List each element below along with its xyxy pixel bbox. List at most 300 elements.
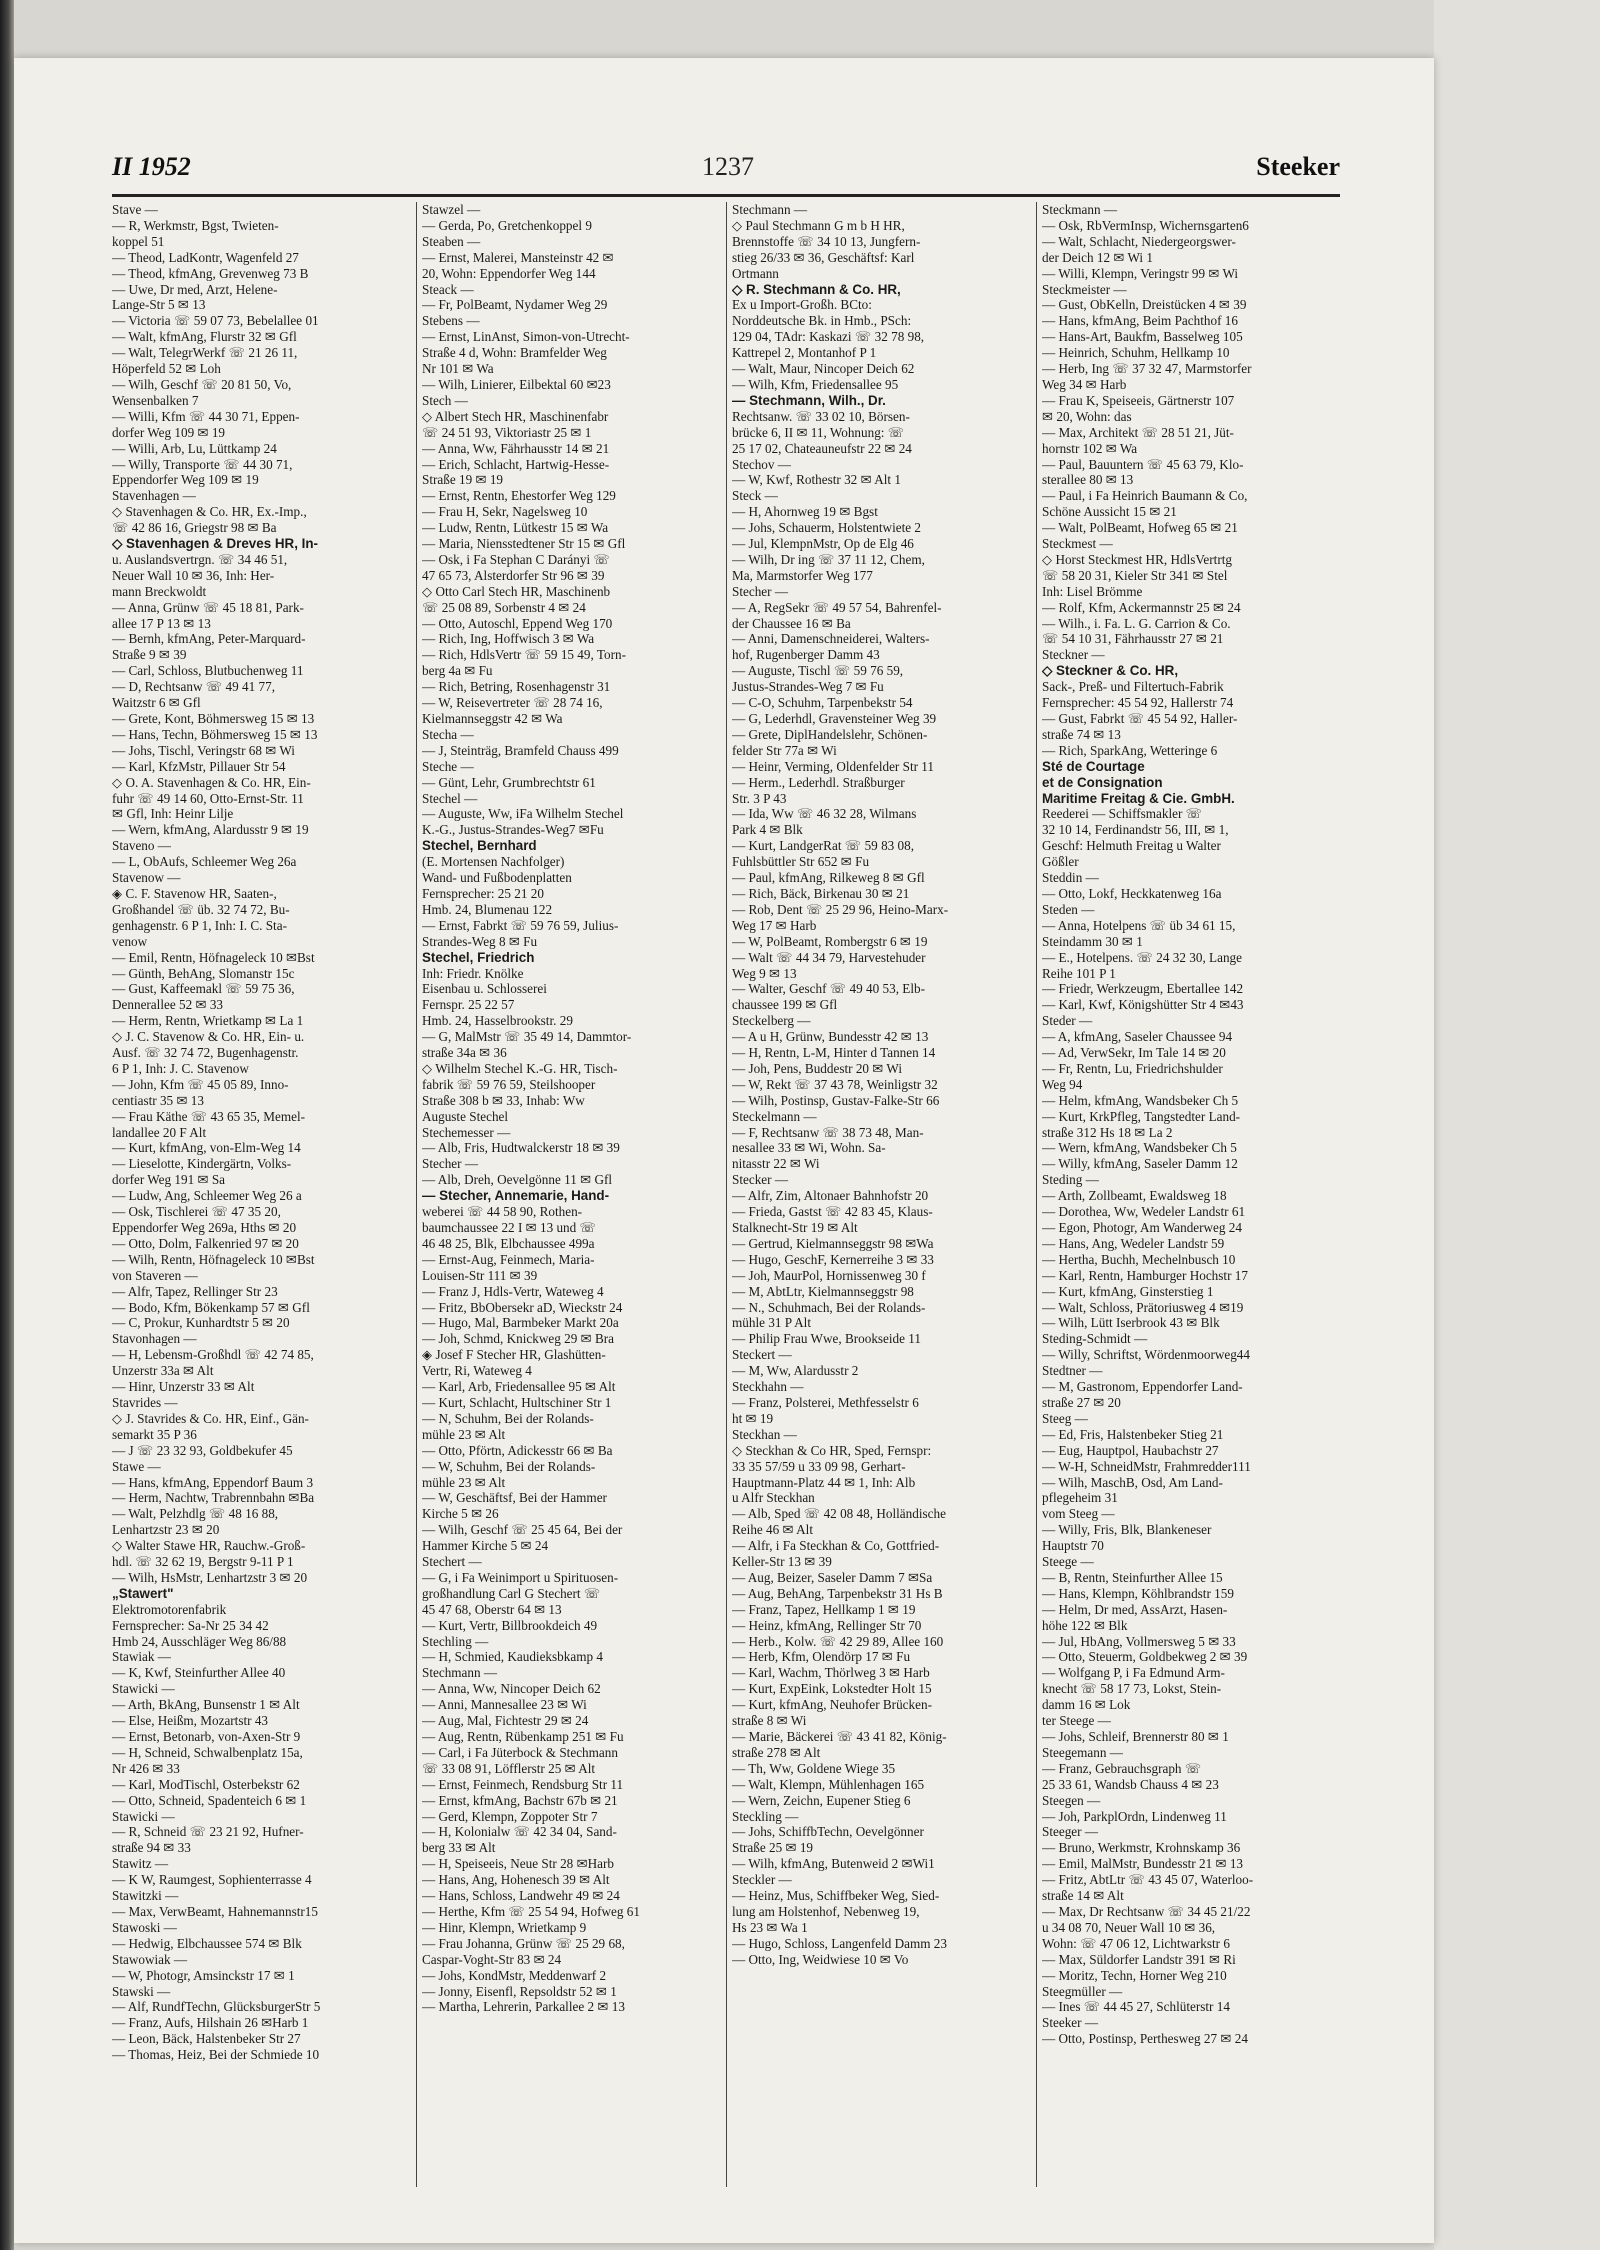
directory-line: — Max, Dr Rechtsanw ☏ 34 45 21/22 — [1042, 1903, 1251, 1919]
directory-line: Sté de Courtage — [1042, 758, 1145, 774]
directory-line: Straße 308 b ✉ 33, Inhab: Ww — [422, 1092, 585, 1108]
directory-line: — Osk, Tischlerei ☏ 47 35 20, — [112, 1204, 281, 1220]
directory-line: — Stecher, Annemarie, Hand- — [422, 1188, 610, 1204]
column-1 — [112, 202, 404, 2192]
directory-line: — Thomas, Heiz, Bei der Schmiede 10 — [112, 2047, 320, 2063]
directory-line: Stawe — — [112, 1458, 161, 1474]
directory-line: — Leon, Bäck, Halstenbeker Str 27 — [112, 2031, 301, 2047]
directory-line: — Rolf, Kfm, Ackermannstr 25 ✉ 24 — [1042, 599, 1241, 615]
directory-line: ◈ Josef F Stecher HR, Glashütten- — [422, 1347, 606, 1363]
directory-line: — M, AbtLtr, Kielmannseggstr 98 — [732, 1283, 914, 1299]
directory-line: ✉ 20, Wohn: das — [1042, 408, 1132, 424]
directory-line: großhandlung Carl G Stechert ☏ — [422, 1585, 601, 1601]
directory-line: 129 04, TAdr: Kaskazi ☏ 32 78 98, — [732, 329, 925, 345]
directory-line: — L, ObAufs, Schleemer Weg 26a — [112, 854, 297, 870]
directory-line: Höperfeld 52 ✉ Loh — [112, 361, 221, 377]
column-divider — [416, 202, 417, 2187]
directory-line: — Moritz, Techn, Horner Weg 210 — [1042, 1967, 1227, 1983]
directory-line: Schöne Aussicht 15 ✉ 21 — [1042, 504, 1177, 520]
directory-line: — Herb., Kolw. ☏ 42 29 89, Allee 160 — [732, 1633, 944, 1649]
directory-line: Stawitz — — [112, 1856, 169, 1872]
directory-line: „Stawert" — [112, 1585, 174, 1601]
directory-line: — Ernst, LinAnst, Simon-von-Utrecht- — [422, 329, 630, 345]
directory-line: Waitzstr 6 ✉ Gfl — [112, 695, 201, 711]
directory-line: — Frau H, Sekr, Nagelsweg 10 — [422, 504, 588, 520]
directory-line: — Ernst, Feinmech, Rendsburg Str 11 — [422, 1776, 624, 1792]
directory-line: ◈ C. F. Stavenow HR, Saaten-, — [112, 885, 277, 901]
directory-line: — Hugo, Mal, Barmbeker Markt 20a — [422, 1315, 619, 1331]
directory-line: — Paul, i Fa Heinrich Baumann & Co, — [1042, 488, 1248, 504]
directory-line: Unzerstr 33a ✉ Alt — [112, 1363, 214, 1379]
directory-line: Stechov — — [732, 456, 791, 472]
directory-line: Stechert — — [422, 1554, 482, 1570]
directory-line: Stalknecht-Str 19 ✉ Alt — [732, 1220, 858, 1235]
directory-line: — Alb, Dreh, Oevelgönne 11 ✉ Gfl — [422, 1172, 613, 1188]
directory-line: Neuer Wall 10 ✉ 36, Inh: Her- — [112, 567, 275, 583]
directory-line: — Wilh, Geschf ☏ 20 81 50, Vo, — [112, 376, 292, 392]
directory-line: — Hugo, Schloss, Langenfeld Damm 23 — [732, 1935, 947, 1951]
directory-line: ◇ Steckhan & Co HR, Sped, Fernspr: — [732, 1442, 932, 1458]
volume-year: II 1952 — [112, 152, 191, 181]
directory-line: u 34 08 70, Neuer Wall 10 ✉ 36, — [1042, 1919, 1216, 1935]
directory-line: straße 74 ✉ 13 — [1042, 726, 1121, 742]
directory-line: Steckert — — [732, 1347, 792, 1363]
directory-line: Stawitzki — — [112, 1888, 179, 1904]
directory-line: — W, Geschäftsf, Bei der Hammer — [422, 1490, 607, 1506]
directory-line: Wensenbalken 7 — [112, 392, 199, 408]
directory-line: Lange-Str 5 ✉ 13 — [112, 297, 206, 313]
directory-line: — Anni, Mannesallee 23 ✉ Wi — [422, 1697, 587, 1713]
directory-line: — B, Rentn, Steinfurther Allee 15 — [1042, 1569, 1223, 1585]
directory-line: — H, Lebensm-Großhdl ☏ 42 74 85, — [112, 1347, 314, 1363]
directory-line: Brennstoffe ☏ 34 10 13, Jungfern- — [732, 233, 921, 249]
directory-line: Ex u Import-Großh. BCto: — [732, 297, 872, 313]
directory-line: — E., Hotelpens. ☏ 24 32 30, Lange — [1042, 949, 1242, 965]
directory-line: lung am Holstenhof, Nebenweg 19, — [732, 1903, 920, 1919]
directory-line: Gößler — [1042, 854, 1079, 870]
directory-line: — Hans, Techn, Böhmersweg 15 ✉ 13 — [112, 726, 318, 742]
directory-line: Eisenbau u. Schlosserei — [422, 981, 547, 997]
directory-line: — Otto, Dolm, Falkenried 97 ✉ 20 — [112, 1235, 299, 1251]
directory-line: — Aug, Mal, Fichtestr 29 ✉ 24 — [422, 1713, 589, 1729]
directory-line: — Kurt, kfmAng, von-Elm-Weg 14 — [112, 1140, 301, 1156]
directory-line: — Fritz, BbObersekr aD, Wieckstr 24 — [422, 1299, 623, 1315]
directory-line: — N., Schuhmach, Bei der Rolands- — [732, 1299, 926, 1315]
directory-line: chaussee 199 ✉ Gfl — [732, 997, 838, 1013]
directory-line: — Alfr, Zim, Altonaer Bahnhofstr 20 — [732, 1188, 929, 1204]
directory-line: Stawowiak — — [112, 1951, 188, 1967]
directory-line: — Max, Süldorfer Landstr 391 ✉ Ri — [1042, 1951, 1236, 1967]
directory-line: Fuhlsbüttler Str 652 ✉ Fu — [732, 854, 870, 870]
directory-line: — Joh, MaurPol, Hornissenweg 30 f — [732, 1267, 926, 1283]
directory-line: — Gerd, Klempn, Zoppoter Str 7 — [422, 1808, 598, 1824]
directory-line: Reihe 101 P 1 — [1042, 965, 1116, 981]
directory-line: pflegeheim 31 — [1042, 1490, 1118, 1506]
directory-line: Norddeutsche Bk. in Hmb., PSch: — [732, 313, 912, 329]
directory-line: — Bodo, Kfm, Bökenkamp 57 ✉ Gfl — [112, 1299, 310, 1315]
directory-line: Louisen-Str 111 ✉ 39 — [422, 1267, 538, 1283]
directory-line: — Franz J, Hdls-Vertr, Wateweg 4 — [422, 1283, 604, 1299]
directory-line: — Kurt, kfmAng, Neuhofer Brücken- — [732, 1697, 932, 1713]
directory-line: — Ernst, kfmAng, Bachstr 67b ✉ 21 — [422, 1792, 618, 1808]
directory-line: — Joh, ParkplOrdn, Lindenweg 11 — [1042, 1808, 1227, 1824]
directory-line: — Kurt, Schlacht, Hultschiner Str 1 — [422, 1394, 612, 1410]
directory-line: Rechtsanw. ☏ 33 02 10, Börsen- — [732, 408, 910, 424]
directory-line: — Heinz, kfmAng, Rellinger Str 70 — [732, 1617, 922, 1633]
directory-line: — W, Schuhm, Bei der Rolands- — [422, 1458, 596, 1474]
directory-line: Stawzel — — [422, 202, 481, 217]
directory-line: — Johs, Tischl, Veringstr 68 ✉ Wi — [112, 742, 295, 758]
directory-line: — Helm, Dr med, AssArzt, Hasen- — [1042, 1601, 1228, 1617]
directory-line: — Hinr, Unzerstr 33 ✉ Alt — [112, 1379, 255, 1395]
book-binding-shadow — [0, 0, 14, 2250]
directory-line: ◇ Albert Stech HR, Maschinenfabr — [422, 408, 609, 424]
directory-line: — Wilh, Geschf ☏ 25 45 64, Bei der — [422, 1522, 623, 1538]
directory-line: der Chaussee 16 ✉ Ba — [732, 615, 851, 631]
directory-line: straße 14 ✉ Alt — [1042, 1888, 1124, 1904]
directory-line: — Walt, Schloss, Prätoriusweg 4 ✉19 — [1042, 1299, 1244, 1315]
directory-line: — Karl, ModTischl, Osterbekstr 62 — [112, 1776, 300, 1792]
directory-line: — Egon, Photogr, Am Wanderweg 24 — [1042, 1220, 1242, 1235]
directory-line: — Th, Ww, Goldene Wiege 35 — [732, 1760, 896, 1776]
directory-line: dorfer Weg 191 ✉ Sa — [112, 1172, 226, 1188]
directory-line: — Fr, Rentn, Lu, Friedrichshulder — [1042, 1060, 1223, 1076]
directory-line: — J ☏ 23 32 93, Goldbekufer 45 — [112, 1442, 293, 1458]
directory-line: — Karl, KfzMstr, Pillauer Str 54 — [112, 758, 286, 774]
directory-line: — Max, VerwBeamt, Hahnemannstr15 — [112, 1903, 318, 1919]
directory-line: — Willy, kfmAng, Saseler Damm 12 — [1042, 1156, 1238, 1172]
directory-line: — Herm, Rentn, Wrietkamp ✉ La 1 — [112, 1013, 304, 1029]
directory-line: et de Consignation — [1042, 774, 1163, 790]
directory-line: — Otto, Autoschl, Eppend Weg 170 — [422, 615, 613, 631]
directory-line: — Anna, Grünw ☏ 45 18 81, Park- — [112, 599, 304, 615]
directory-line: Stechmann — — [422, 1665, 498, 1681]
directory-line: — Wilh., i. Fa. L. G. Carrion & Co. — [1042, 615, 1231, 631]
directory-line: straße 34a ✉ 36 — [422, 1045, 507, 1061]
directory-line: Steegmüller — — [1042, 1983, 1123, 1999]
directory-line: — Otto, Schneid, Spadenteich 6 ✉ 1 — [112, 1792, 307, 1808]
directory-line: — Carl, i Fa Jüterbock & Stechmann — [422, 1744, 618, 1760]
directory-line: — Johs, Schauerm, Holstentwiete 2 — [732, 520, 921, 536]
directory-line: semarkt 35 P 36 — [112, 1426, 197, 1442]
directory-line: — Hertha, Buchh, Mechelnbusch 10 — [1042, 1251, 1236, 1267]
directory-line: — Anni, Damenschneiderei, Walters- — [732, 631, 930, 647]
directory-line: — Ernst, Rentn, Ehestorfer Weg 129 — [422, 488, 616, 504]
directory-line: Fernsprecher: 45 54 92, Hallerstr 74 — [1042, 695, 1234, 711]
directory-line: ☏ 54 10 31, Fährhausstr 27 ✉ 21 — [1042, 631, 1224, 647]
directory-line: — Rich, Bäck, Birkenau 30 ✉ 21 — [732, 885, 910, 901]
directory-line: Großhandel ☏ üb. 32 74 72, Bu- — [112, 901, 290, 917]
directory-line: — Franz, Polsterei, Methfesselstr 6 — [732, 1394, 919, 1410]
directory-line: — W, Kwf, Rothestr 32 ✉ Alt 1 — [732, 472, 901, 488]
directory-line: — Hans-Art, Baukfm, Basselweg 105 — [1042, 329, 1243, 345]
directory-line: — Uwe, Dr med, Arzt, Helene- — [112, 281, 278, 297]
directory-line: ht ✉ 19 — [732, 1410, 774, 1426]
directory-line: höhe 122 ✉ Blk — [1042, 1617, 1128, 1633]
directory-line: — Walt, Klempn, Mühlenhagen 165 — [732, 1776, 925, 1792]
directory-line: 46 48 25, Blk, Elbchaussee 499a — [422, 1235, 595, 1251]
directory-line: hof, Rugenberger Damm 43 — [732, 647, 880, 663]
directory-line: — Grete, Kont, Böhmersweg 15 ✉ 13 — [112, 711, 315, 726]
directory-line: ◇ Wilhelm Stechel K.-G. HR, Tisch- — [422, 1060, 618, 1076]
directory-line: Steckmeister — — [1042, 281, 1127, 297]
directory-line: Steeg — — [1042, 1410, 1088, 1426]
directory-line: Stebens — — [422, 313, 480, 329]
directory-line: Steckelmann — — [732, 1108, 817, 1124]
directory-line: Steche — — [422, 758, 474, 774]
directory-line: — Herm., Lederhdl. Straßburger — [732, 774, 905, 790]
directory-line: Inh: Friedr. Knölke — [422, 965, 524, 981]
directory-line: — Johs, Schleif, Brennerstr 80 ✉ 1 — [1042, 1729, 1229, 1744]
directory-line: — Herm, Nachtw, Trabrennbahn ✉Ba — [112, 1490, 315, 1506]
directory-line: Hmb. 24, Hasselbrookstr. 29 — [422, 1013, 573, 1029]
directory-line: Hmb. 24, Blumenau 122 — [422, 901, 553, 917]
column-divider — [726, 202, 727, 2187]
directory-line: nitasstr 22 ✉ Wi — [732, 1156, 820, 1172]
directory-line: — Wilh, Dr ing ☏ 37 11 12, Chem, — [732, 551, 925, 567]
directory-line: — Rich, Ing, Hoffwisch 3 ✉ Wa — [422, 631, 595, 647]
directory-line: 45 47 68, Oberstr 64 ✉ 13 — [422, 1601, 562, 1617]
directory-line: — Kurt, KrkPfleg, Tangstedter Land- — [1042, 1108, 1241, 1124]
directory-line: allee 17 P 13 ✉ 13 — [112, 615, 211, 631]
column-4 — [1042, 202, 1334, 2192]
directory-line: Geschf: Helmuth Freitag u Walter — [1042, 838, 1221, 854]
directory-line: — C-O, Schuhm, Tarpenbekstr 54 — [732, 695, 913, 711]
directory-line: — Walt, PolBeamt, Hofweg 65 ✉ 21 — [1042, 520, 1238, 536]
directory-line: — J, Steinträg, Bramfeld Chauss 499 — [422, 742, 619, 758]
directory-line: — G, i Fa Weinimport u Spirituosen- — [422, 1569, 619, 1585]
directory-line: — Hans, kfmAng, Beim Pachthof 16 — [1042, 313, 1238, 329]
directory-line: Ortmann — [732, 265, 779, 281]
directory-line: — Rich, HdlsVertr ☏ 59 15 49, Torn- — [422, 647, 626, 663]
directory-line: ◇ Walter Stawe HR, Rauchw.-Groß- — [112, 1538, 306, 1554]
directory-line: — Victoria ☏ 59 07 73, Bebelallee 01 — [112, 313, 319, 329]
directory-line: damm 16 ✉ Lok — [1042, 1697, 1131, 1713]
directory-line: Straße 4 d, Wohn: Bramfelder Weg — [422, 345, 607, 361]
directory-line: 33 35 57/59 u 33 09 98, Gerhart- — [732, 1458, 906, 1474]
directory-line: Reihe 46 ✉ Alt — [732, 1522, 814, 1538]
directory-line: Straße 19 ✉ 19 — [422, 472, 504, 488]
directory-line: Park 4 ✉ Blk — [732, 822, 803, 838]
directory-line: brücke 6, II ✉ 11, Wohnung: ☏ — [732, 424, 905, 440]
directory-line: ◇ J. C. Stavenow & Co. HR, Ein- u. — [112, 1029, 305, 1045]
directory-line: — Willi, Klempn, Veringstr 99 ✉ Wi — [1042, 265, 1239, 281]
directory-line: Weg 94 — [1042, 1076, 1083, 1092]
directory-line: — Jonny, Eisenfl, Repsoldstr 52 ✉ 1 — [422, 1983, 617, 1999]
directory-line: — Theod, LadKontr, Wagenfeld 27 — [112, 249, 299, 265]
directory-line: Sack-, Preß- und Filtertuch-Fabrik — [1042, 679, 1224, 695]
directory-line: — G, MalMstr ☏ 35 49 14, Dammtor- — [422, 1029, 632, 1045]
directory-line: Steder — — [1042, 1013, 1093, 1029]
directory-line: — Max, Architekt ☏ 28 51 21, Jüt- — [1042, 424, 1234, 440]
directory-line: ◇ Paul Stechmann G m b H HR, — [732, 217, 905, 233]
directory-line: — Wern, kfmAng, Alardusstr 9 ✉ 19 — [112, 822, 309, 838]
directory-line: (E. Mortensen Nachfolger) — [422, 854, 565, 870]
directory-line: venow — [112, 933, 148, 949]
directory-line: — Paul, kfmAng, Rilkeweg 8 ✉ Gfl — [732, 870, 925, 886]
directory-line: Justus-Strandes-Weg 7 ✉ Fu — [732, 679, 884, 695]
directory-line: — Willy, Schriftst, Wördenmoorweg44 — [1042, 1347, 1250, 1363]
directory-line: — H, Rentn, L-M, Hinter d Tannen 14 — [732, 1045, 936, 1061]
directory-line: der Deich 12 ✉ Wi 1 — [1042, 249, 1153, 265]
directory-line: — Karl, Arb, Friedensallee 95 ✉ Alt — [422, 1379, 616, 1395]
directory-line: — Else, Heißm, Mozartstr 43 — [112, 1713, 269, 1729]
directory-line: dorfer Weg 109 ✉ 19 — [112, 424, 226, 440]
directory-line: — Carl, Schloss, Blutbuchenweg 11 — [112, 663, 304, 679]
directory-line: Steden — — [1042, 901, 1095, 917]
directory-line: ◇ Otto Carl Stech HR, Maschinenb — [422, 583, 611, 599]
directory-line: Keller-Str 13 ✉ 39 — [732, 1554, 832, 1570]
directory-line: Steckmest — — [1042, 536, 1113, 552]
directory-line: — W-H, SchneidMstr, Frahmredder111 — [1042, 1458, 1251, 1474]
directory-line: — Alb, Fris, Hudtwalckerstr 18 ✉ 39 — [422, 1140, 620, 1156]
directory-line: — Ernst, Malerei, Mansteinstr 42 ✉ — [422, 249, 614, 265]
directory-line: — N, Schuhm, Bei der Rolands- — [422, 1410, 594, 1426]
directory-line: Nr 101 ✉ Wa — [422, 361, 494, 377]
directory-line: Hauptstr 70 — [1042, 1538, 1104, 1554]
directory-line: — F, Rechtsanw ☏ 38 73 48, Man- — [732, 1124, 924, 1140]
directory-line: koppel 51 — [112, 233, 165, 249]
directory-line: Kirche 5 ✉ 26 — [422, 1506, 499, 1522]
directory-line: Stechel, Bernhard — [422, 838, 537, 854]
directory-line: — Willi, Arb, Lu, Lüttkamp 24 — [112, 440, 277, 456]
directory-line: Stedtner — — [1042, 1363, 1103, 1379]
directory-line: Stecha — — [422, 726, 474, 742]
directory-line: Vertr, Ri, Wateweg 4 — [422, 1363, 532, 1379]
directory-line: Auguste Stechel — [422, 1108, 509, 1124]
directory-line: — Herb, Kfm, Olendörp 17 ✉ Fu — [732, 1649, 911, 1665]
directory-line: — Eug, Hauptpol, Haubachstr 27 — [1042, 1442, 1219, 1458]
directory-line: Stavenhagen — — [112, 488, 196, 504]
directory-line: — Wern, kfmAng, Wandsbeker Ch 5 — [1042, 1140, 1237, 1156]
directory-line: — H, Speiseeis, Neue Str 28 ✉Harb — [422, 1856, 614, 1872]
directory-line: — Friedr, Werkzeugm, Ebertallee 142 — [1042, 981, 1244, 997]
directory-line: landallee 20 F Alt — [112, 1124, 207, 1140]
directory-line: Stechel, Friedrich — [422, 949, 535, 965]
directory-line: — Wern, Zeichn, Eupener Stieg 6 — [732, 1792, 911, 1808]
directory-line: Stawicki — — [112, 1681, 175, 1697]
directory-line: Hmb 24, Ausschläger Weg 86/88 — [112, 1633, 287, 1649]
directory-line: u Alfr Steckhan — [732, 1490, 815, 1506]
directory-line: — Osk, i Fa Stephan C Darányi ☏ — [422, 551, 610, 567]
directory-line: straße 94 ✉ 33 — [112, 1840, 191, 1856]
page-header — [112, 92, 1340, 188]
directory-line: Weg 34 ✉ Harb — [1042, 376, 1127, 392]
directory-line: ☏ 33 08 91, Löfflerstr 25 ✉ Alt — [422, 1760, 596, 1776]
directory-line: — Rich, SparkAng, Wetteringe 6 — [1042, 742, 1218, 758]
directory-line: — Walt, Maur, Nincoper Deich 62 — [732, 361, 915, 377]
directory-line: Maritime Freitag & Cie. GmbH. — [1042, 790, 1235, 806]
directory-line: Stavenow — — [112, 870, 181, 886]
directory-line: — Frau Johanna, Grünw ☏ 25 29 68, — [422, 1935, 625, 1951]
directory-line: — Willi, Kfm ☏ 44 30 71, Eppen- — [112, 408, 300, 424]
directory-line: — Walt, kfmAng, Flurstr 32 ✉ Gfl — [112, 329, 297, 345]
column-2 — [422, 202, 714, 2192]
directory-line: — Osk, RbVermInsp, Wichernsgarten6 — [1042, 217, 1249, 233]
directory-line: — Frau K, Speiseeis, Gärtnerstr 107 — [1042, 392, 1235, 408]
directory-line: — Aug, Rentn, Rübenkamp 251 ✉ Fu — [422, 1729, 624, 1744]
directory-line: Steckling — — [732, 1808, 799, 1824]
directory-line: — Wilh, Lütt Iserbrook 43 ✉ Blk — [1042, 1315, 1220, 1331]
directory-line: — Anna, Ww, Nincoper Deich 62 — [422, 1681, 601, 1697]
directory-line: Elektromotorenfabrik — [112, 1601, 227, 1617]
directory-line: — Franz, Tapez, Hellkamp 1 ✉ 19 — [732, 1601, 916, 1617]
directory-line: — Kurt, Vertr, Billbrookdeich 49 — [422, 1617, 598, 1633]
directory-line: 32 10 14, Ferdinandstr 56, III, ✉ 1, — [1042, 822, 1229, 838]
page-number: 1237 — [702, 152, 754, 181]
directory-line: — Gerda, Po, Gretchenkoppel 9 — [422, 217, 592, 233]
directory-line: — A, RegSekr ☏ 49 57 54, Bahrenfel- — [732, 599, 942, 615]
directory-line: — Hans, Klempn, Köhlbrandstr 159 — [1042, 1585, 1234, 1601]
directory-line: — W, Rekt ☏ 37 43 78, Weinligstr 32 — [732, 1076, 938, 1092]
directory-line: — Otto, Lokf, Heckkatenweg 16a — [1042, 885, 1222, 901]
directory-line: Stawicki — — [112, 1808, 175, 1824]
directory-line: knecht ☏ 58 17 73, Lokst, Stein- — [1042, 1681, 1222, 1697]
directory-line: — Wilh, Rentn, Höfnageleck 10 ✉Bst — [112, 1251, 315, 1267]
directory-line: Steaben — — [422, 233, 481, 249]
directory-line: Wand- und Fußbodenplatten — [422, 870, 572, 886]
directory-line: — D, Rechtsanw ☏ 49 41 77, — [112, 679, 276, 695]
directory-line: fuhr ☏ 49 14 60, Otto-Ernst-Str. 11 — [112, 790, 304, 806]
directory-line: — Johs, KondMstr, Meddenwarf 2 — [422, 1967, 607, 1983]
directory-line: Kattrepel 2, Montanhof P 1 — [732, 345, 877, 361]
directory-line: Str. 3 P 43 — [732, 790, 787, 806]
directory-line: K.-G., Justus-Strandes-Weg7 ✉Fu — [422, 822, 604, 838]
directory-line: ◇ J. Stavrides & Co. HR, Einf., Gän- — [112, 1410, 309, 1426]
directory-line: — K, Kwf, Steinfurther Allee 40 — [112, 1665, 286, 1681]
directory-line: — Anna, Ww, Fährhausstr 14 ✉ 21 — [422, 440, 610, 456]
directory-line: — Hans, Schloss, Landwehr 49 ✉ 24 — [422, 1888, 620, 1904]
directory-line: ✉ Gfl, Inh: Heinr Lilje — [112, 806, 234, 822]
directory-line: — Alb, Sped ☏ 42 08 48, Holländische — [732, 1506, 946, 1522]
directory-line: Steck — — [732, 488, 778, 504]
directory-line: Hs 23 ✉ Wa 1 — [732, 1919, 808, 1935]
directory-line: Stechemesser — — [422, 1124, 511, 1140]
directory-line: mühle 31 P Alt — [732, 1315, 812, 1331]
directory-line: — Anna, Hotelpens ☏ üb 34 61 15, — [1042, 917, 1236, 933]
directory-line: — M, Ww, Alardusstr 2 — [732, 1363, 859, 1379]
directory-line: — Hinr, Klempn, Wrietkamp 9 — [422, 1919, 587, 1935]
directory-line: — R, Schneid ☏ 23 21 92, Hufner- — [112, 1824, 304, 1840]
column-divider — [1036, 202, 1037, 2187]
directory-line: — H, Ahornweg 19 ✉ Bgst — [732, 504, 878, 520]
directory-line: Stecker — — [732, 1172, 789, 1188]
directory-line: — A, kfmAng, Saseler Chaussee 94 — [1042, 1029, 1233, 1045]
directory-line: — Kurt, LandgerRat ☏ 59 83 08, — [732, 838, 915, 854]
directory-line: Strandes-Weg 8 ✉ Fu — [422, 933, 538, 949]
directory-line: — Hugo, GeschF, Kernerreihe 3 ✉ 33 — [732, 1251, 934, 1267]
directory-line: — W, Photogr, Amsinckstr 17 ✉ 1 — [112, 1967, 295, 1983]
directory-line: Stawiak — — [112, 1649, 171, 1665]
directory-line: — Joh, Schmd, Knickweg 29 ✉ Bra — [422, 1331, 614, 1347]
directory-line: — Ernst-Aug, Feinmech, Maria- — [422, 1251, 595, 1267]
directory-line: straße 8 ✉ Wi — [732, 1713, 807, 1729]
directory-line: ◇ Steckner & Co. HR, — [1042, 663, 1179, 679]
directory-line: 20, Wohn: Eppendorfer Weg 144 — [422, 265, 596, 281]
directory-line: — Auguste, Ww, iFa Wilhelm Stechel — [422, 806, 624, 822]
directory-line: Stave — — [112, 202, 158, 217]
directory-line: — W, Reisevertreter ☏ 28 74 16, — [422, 695, 603, 711]
directory-line: — Ludw, Rentn, Lütkestr 15 ✉ Wa — [422, 520, 609, 536]
directory-line: — Franz, Aufs, Hilshain 26 ✉Harb 1 — [112, 2015, 309, 2031]
directory-line: — Wilh, Kfm, Friedensallee 95 — [732, 376, 899, 392]
directory-line: — Alfr, i Fa Steckhan & Co, Gottfried- — [732, 1538, 940, 1554]
directory-line: — Heinrich, Schuhm, Hellkamp 10 — [1042, 345, 1230, 361]
directory-line: stieg 26/33 ✉ 36, Geschäftsf: Karl — [732, 249, 915, 265]
directory-line: — H, Schneid, Schwalbenplatz 15a, — [112, 1744, 303, 1760]
directory-line: — Otto, Postinsp, Perthesweg 27 ✉ 24 — [1042, 2031, 1248, 2047]
directory-line: — Fritz, AbtLtr ☏ 43 45 07, Waterloo- — [1042, 1872, 1254, 1888]
